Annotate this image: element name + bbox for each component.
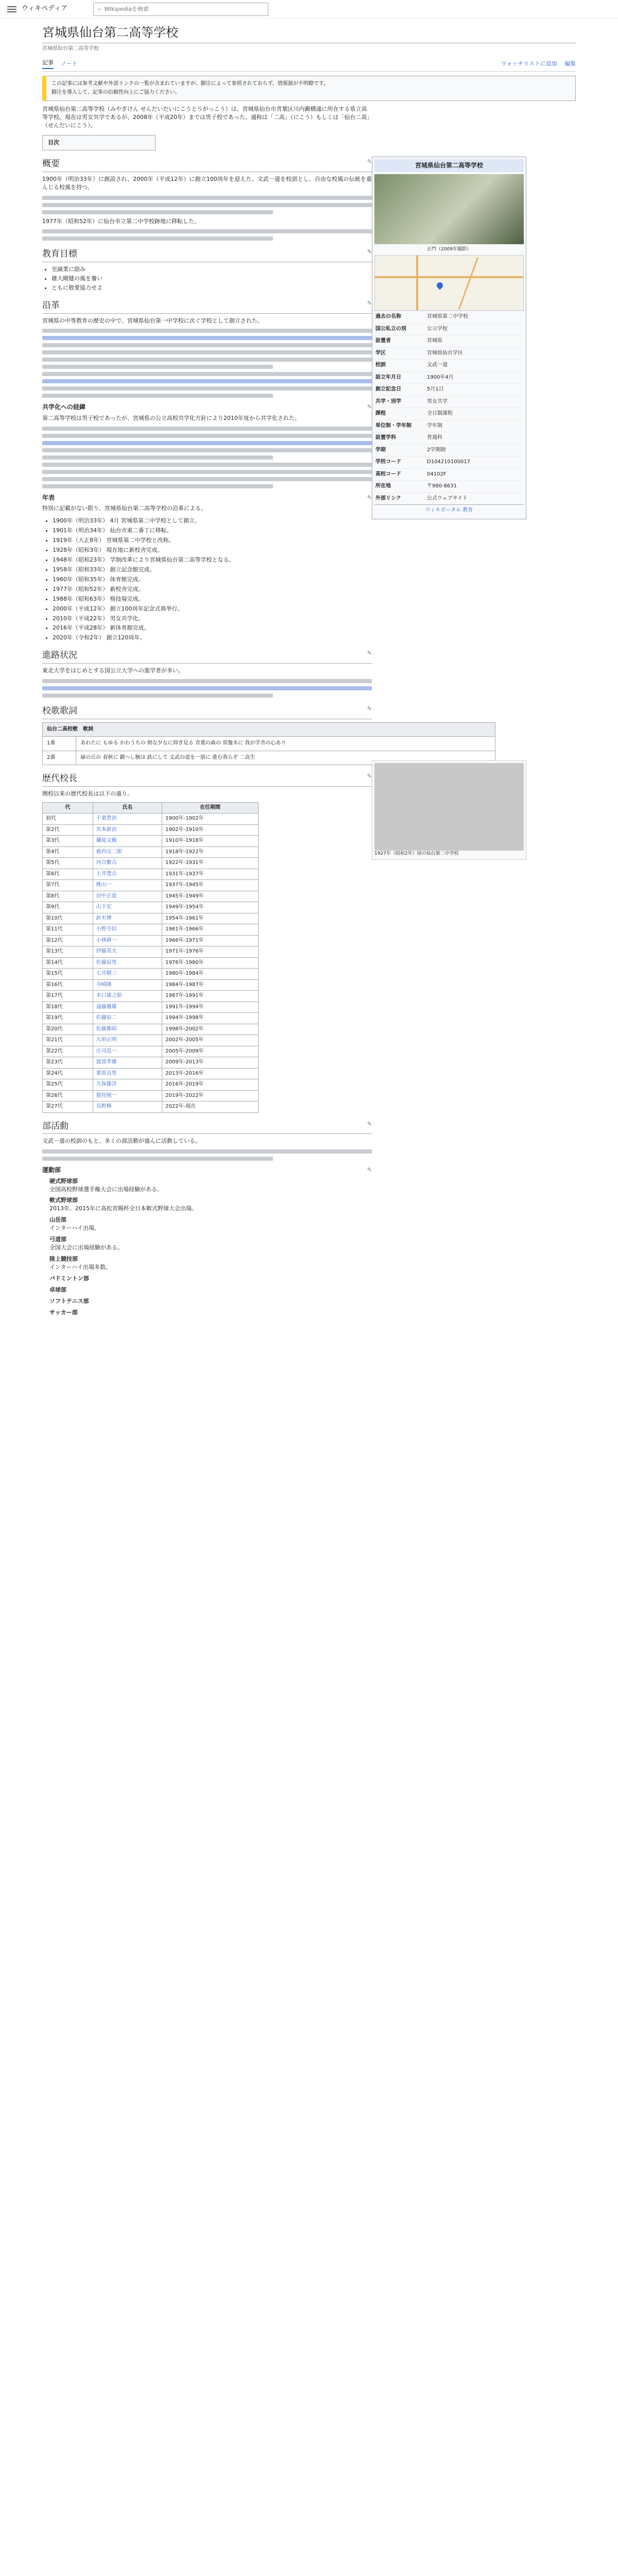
timeline-item: • 2010年（平成22年） 男女共学化。 xyxy=(53,615,372,623)
infobox-row xyxy=(374,408,524,420)
infobox-value: 宮城県仙台学区 xyxy=(427,350,463,356)
list-item: • 至誠業に励み xyxy=(52,265,372,274)
club-description: 2013年、2015年に高松宮賜杯全日本軟式野球大会出場。 xyxy=(49,1205,197,1212)
table-cell[interactable]: 佐藤雅昭 xyxy=(93,1024,162,1035)
infobox-key: 創立記念日 xyxy=(375,386,401,393)
infobox-value: 普通科 xyxy=(427,435,442,441)
infobox-value: 文武一道 xyxy=(427,362,448,368)
table-cell[interactable]: 栗原良男 xyxy=(93,1068,162,1079)
timeline-item: • 1901年（明治34年） 仙台市東二番丁に移転。 xyxy=(53,527,372,535)
table-cell: 第17代 xyxy=(43,991,93,1002)
timeline-item: • 1960年（昭和35年） 体育館完成。 xyxy=(53,575,372,584)
photo-caption: 1927年（昭和2年）頃の仙台第二中学校 xyxy=(374,851,459,856)
table-cell[interactable]: 大串正明 xyxy=(93,1035,162,1046)
club-name: サッカー部 xyxy=(49,1309,78,1316)
infobox-row xyxy=(374,335,524,347)
table-cell: 第7代 xyxy=(43,880,93,891)
table-row xyxy=(43,1046,259,1057)
infobox-value: 04102F xyxy=(427,471,447,477)
infobox-title: 宮城県仙台第二高等学校 xyxy=(374,159,524,172)
top-bar xyxy=(0,0,618,19)
table-cell: 2013年-2016年 xyxy=(162,1068,259,1079)
historic-image[interactable] xyxy=(374,763,524,851)
infobox-row xyxy=(374,456,524,468)
paragraph: 東北大学をはじめとする国公立大学への進学者が多い。 xyxy=(42,667,184,674)
club-item xyxy=(49,1255,372,1272)
table-row: 2番 緑の丘の 春秋に 鍛へし腕は 鉄にして 文武の道を一筋に 進む我らぞ 二高生 xyxy=(43,751,495,765)
table-row xyxy=(43,814,259,825)
table-cell: 1991年-1994年 xyxy=(162,1002,259,1013)
table-cell: 第12代 xyxy=(43,935,93,946)
infobox-row xyxy=(374,480,524,493)
table-cell: 第19代 xyxy=(43,1013,93,1024)
table-cell: 2005年-2009年 xyxy=(162,1046,259,1057)
club-description: インターハイ出場。 xyxy=(49,1225,100,1232)
table-cell: 第23代 xyxy=(43,1057,93,1069)
table-cell[interactable]: 山下宏 xyxy=(93,902,162,913)
sports-list xyxy=(42,1177,372,1317)
edit-icon[interactable]: ✎ xyxy=(367,494,372,501)
edit-button[interactable]: 編集 xyxy=(564,60,576,67)
table-cell[interactable]: 久保雄洋 xyxy=(93,1079,162,1091)
table-cell[interactable]: 遠藤徹雄 xyxy=(93,1002,162,1013)
infobox-key: 課程 xyxy=(375,411,386,417)
subsection-heading: 年表 ✎ xyxy=(42,494,372,502)
infobox-key: 校訓 xyxy=(375,362,386,368)
paragraph: 宮城県の中等教育の歴史の中で、宮城県仙台第一中学校に次ぐ学校として創立された。 xyxy=(42,317,263,324)
infobox-key: 設立年月日 xyxy=(375,374,401,380)
table-cell: 第13代 xyxy=(43,946,93,958)
table-row xyxy=(43,913,259,924)
table-cell: 1994年-1998年 xyxy=(162,1013,259,1024)
list-item: • 雄大剛健の風を養い xyxy=(52,275,372,283)
table-cell: 第6代 xyxy=(43,869,93,880)
infobox-value: 学年制 xyxy=(427,422,442,429)
table-row xyxy=(43,836,259,847)
page-title: 宮城県仙台第二高等学校 xyxy=(42,19,576,43)
edit-icon[interactable]: ✎ xyxy=(367,158,372,165)
site-logo[interactable]: ウィキペディア xyxy=(22,5,68,13)
table-cell: 1976年-1980年 xyxy=(162,957,259,969)
historic-photo xyxy=(372,760,526,860)
table-cell: 1984年-1987年 xyxy=(162,979,259,991)
principals-table xyxy=(42,802,259,1113)
table-cell: 1971年-1976年 xyxy=(162,946,259,958)
timeline-item: • 2016年（平成28年） 新体育館完成。 xyxy=(53,624,372,632)
table-row xyxy=(43,1024,259,1035)
table-cell[interactable]: 庄司范一 xyxy=(93,1046,162,1057)
photo-caption: 正門（2009年撮影） xyxy=(427,247,471,252)
table-row xyxy=(43,1101,259,1113)
table-cell[interactable]: 宮本新治 xyxy=(93,824,162,836)
timeline-item: • 1988年（昭和63年） 格技場完成。 xyxy=(53,595,372,603)
table-cell: 1954年-1961年 xyxy=(162,913,259,924)
club-item xyxy=(49,1235,372,1252)
paragraph: 第二高等学校は男子校であったが、宮城県の公立高校共学化方針により2010年度から共学化された。 xyxy=(42,414,300,421)
infobox-value: 1900年4月 xyxy=(427,374,454,380)
club-name: 軟式野球部 xyxy=(49,1197,78,1204)
table-cell[interactable]: 桃山一 xyxy=(93,880,162,891)
table-row xyxy=(43,891,259,902)
club-item xyxy=(49,1196,372,1213)
table-cell: 第2代 xyxy=(43,824,93,836)
section-heading: 歴代校長 ✎ xyxy=(42,772,372,787)
table-row xyxy=(43,935,259,946)
timeline-item: • 1977年（昭和52年） 新校舎完成。 xyxy=(53,585,372,594)
table-cell[interactable]: 寺崎隆 xyxy=(93,979,162,991)
table-row xyxy=(43,1079,259,1091)
paragraph: 文武一道の校訓のもと、多くの部活動が盛んに活動している。 xyxy=(42,1138,201,1145)
menu-icon[interactable] xyxy=(7,6,16,12)
paragraph: 1900年（明治33年）に創設され、2000年（平成12年）に創立100周年を迎えた。文武一道を校訓とし、自由な校風の伝統を重んじる校風を持つ。 xyxy=(42,175,372,191)
table-cell[interactable]: 瀬尾文観 xyxy=(93,836,162,847)
table-cell: 1900年-1902年 xyxy=(162,814,259,825)
table-row xyxy=(43,824,259,836)
table-header: 仙台二高校歌 歌詞 xyxy=(43,722,495,737)
table-row xyxy=(43,969,259,980)
table-cell[interactable]: 鹿内完二郎 xyxy=(93,846,162,858)
table-cell: 1931年-1937年 xyxy=(162,869,259,880)
table-row xyxy=(43,846,259,858)
table-cell: 1987年-1991年 xyxy=(162,991,259,1002)
main-content xyxy=(42,158,372,1317)
infobox-key: 共学・別学 xyxy=(375,398,401,404)
table-cell[interactable]: 鈴木博 xyxy=(93,913,162,924)
edit-icon[interactable]: ✎ xyxy=(367,403,372,411)
table-cell: 第14代 xyxy=(43,957,93,969)
infobox-key: 国公私立の別 xyxy=(375,326,406,332)
notice-line: 脚注を導入して、記事の信頼性向上にご協力ください。 xyxy=(52,89,180,95)
page-subtitle: 宮城県仙台第二高等学校 xyxy=(42,45,99,52)
search-icon: ⌕ xyxy=(98,5,101,12)
table-row xyxy=(43,1057,259,1069)
table-cell[interactable]: 渡部孝雄 xyxy=(93,1057,162,1069)
infobox-row xyxy=(374,383,524,396)
table-cell: 1937年-1945年 xyxy=(162,880,259,891)
search-input[interactable] xyxy=(104,6,264,12)
table-cell[interactable]: 小林耕一 xyxy=(93,935,162,946)
section-heading: 校歌歌詞 ✎ xyxy=(42,705,372,719)
table-row xyxy=(43,858,259,869)
table-cell: 第25代 xyxy=(43,1079,93,1091)
infobox-key: 設置者 xyxy=(375,338,391,344)
section-heading: 進路状況 ✎ xyxy=(42,649,372,664)
search-box[interactable] xyxy=(93,3,268,16)
table-cell: 第5代 xyxy=(43,858,93,869)
club-description: インターハイ出場多数。 xyxy=(49,1264,112,1271)
subsection-heading: 運動部 ✎ xyxy=(42,1166,372,1175)
table-cell: 第15代 xyxy=(43,969,93,980)
column-header: 在任期間 xyxy=(162,802,259,814)
table-cell: 第8代 xyxy=(43,891,93,902)
infobox-row xyxy=(374,396,524,408)
tab-talk[interactable]: ノート xyxy=(61,60,78,67)
timeline-list xyxy=(45,517,372,642)
table-cell: 2016年-2019年 xyxy=(162,1079,259,1091)
table-cell[interactable]: 田中正道 xyxy=(93,891,162,902)
column-header: 代 xyxy=(43,802,93,814)
infobox-key: 学校コード xyxy=(375,459,401,465)
table-cell: 1918年-1922年 xyxy=(162,846,259,858)
paragraph: 開校以来の歴代校長は以下の通り。 xyxy=(42,790,133,797)
infobox-key: 所在地 xyxy=(375,483,391,489)
infobox-rows xyxy=(374,311,524,504)
table-cell: 2009年-2013年 xyxy=(162,1057,259,1069)
table-cell: 1949年-1954年 xyxy=(162,902,259,913)
edit-icon[interactable]: ✎ xyxy=(367,1120,372,1127)
infobox-value: D104210100017 xyxy=(427,459,471,465)
infobox-row xyxy=(374,468,524,481)
table-cell: 1961年-1966年 xyxy=(162,924,259,936)
table-row xyxy=(43,991,259,1002)
column-header: 氏名 xyxy=(93,802,162,814)
table-cell: 第20代 xyxy=(43,1024,93,1035)
table-cell: 第9代 xyxy=(43,902,93,913)
club-description: 全国大会に出場経験がある。 xyxy=(49,1244,123,1251)
table-row xyxy=(43,957,259,969)
table-cell: 第16代 xyxy=(43,979,93,991)
table-cell: 初代 xyxy=(43,814,93,825)
club-name: 陸上競技部 xyxy=(49,1256,78,1263)
timeline-item: • 1928年（昭和3年） 現在地に新校舎完成。 xyxy=(53,546,372,554)
infobox-row xyxy=(374,311,524,323)
infobox xyxy=(372,157,526,519)
table-cell: 1922年-1931年 xyxy=(162,858,259,869)
table-cell: 2022年-現在 xyxy=(162,1101,259,1113)
club-item xyxy=(49,1177,372,1194)
infobox-row xyxy=(374,359,524,371)
table-cell[interactable]: 佐藤辰男 xyxy=(93,957,162,969)
club-item xyxy=(49,1286,372,1294)
map-pin-icon xyxy=(436,281,444,290)
club-name: 硬式野球部 xyxy=(49,1177,78,1184)
infobox-row xyxy=(374,432,524,444)
infobox-key: 高校コード xyxy=(375,471,401,477)
table-cell[interactable]: 小野寺信 xyxy=(93,924,162,936)
infobox-value: 全日制課程 xyxy=(427,411,453,417)
edit-icon[interactable]: ✎ xyxy=(367,773,372,780)
table-row xyxy=(43,869,259,880)
infobox-row xyxy=(374,371,524,384)
school-photo[interactable] xyxy=(374,174,524,244)
section-heading: 部活動 ✎ xyxy=(42,1120,372,1134)
table-cell[interactable]: 千葉豊治 xyxy=(93,814,162,825)
club-item xyxy=(49,1275,372,1283)
table-cell: 1902年-1910年 xyxy=(162,824,259,836)
section-heading: 沿革 ✎ xyxy=(42,299,372,314)
infobox-value: 宮城県 xyxy=(427,338,442,344)
infobox-row xyxy=(374,420,524,432)
infobox-key: 単位制・学年制 xyxy=(375,422,411,429)
tab-article[interactable]: 記事 xyxy=(42,59,54,69)
table-of-contents[interactable] xyxy=(42,135,156,150)
paragraph: 特別に記載がない限り、宮城県仙台第二高等学校の沿革による。 xyxy=(42,505,207,512)
table-row xyxy=(43,1090,259,1101)
infobox-row xyxy=(374,493,524,505)
infobox-value: 5月1日 xyxy=(427,386,444,393)
table-cell[interactable]: 伊藤英夫 xyxy=(93,946,162,958)
infobox-row xyxy=(374,444,524,456)
club-name: バドミントン部 xyxy=(49,1275,89,1282)
timeline-item: • 2000年（平成12年） 創立100周年記念式典挙行。 xyxy=(53,605,372,613)
infobox-value: 公式ウェブサイト xyxy=(427,495,468,501)
table-row xyxy=(43,979,259,991)
table-cell: 1980年-1984年 xyxy=(162,969,259,980)
table-row xyxy=(43,946,259,958)
table-row xyxy=(43,902,259,913)
club-description: 全国高校野球選手権大会に出場経験がある。 xyxy=(49,1185,163,1193)
table-cell: 2002年-2005年 xyxy=(162,1035,259,1046)
club-name: 弓道部 xyxy=(49,1236,66,1243)
table-cell[interactable]: 佐藤辰二 xyxy=(93,1013,162,1024)
table-cell: 1945年-1949年 xyxy=(162,891,259,902)
table-row xyxy=(43,1013,259,1024)
article-page xyxy=(42,19,576,1320)
infobox-value: 男女共学 xyxy=(427,398,448,404)
club-name: 卓球部 xyxy=(49,1286,66,1293)
infobox-key: 設置学科 xyxy=(375,435,396,441)
table-cell: 第22代 xyxy=(43,1046,93,1057)
table-cell[interactable]: 木口康之助 xyxy=(93,991,162,1002)
table-cell: 1966年-1971年 xyxy=(162,935,259,946)
table-cell: 第24代 xyxy=(43,1068,93,1079)
notice-line: この記事には参考文献や外部リンクの一覧が含まれていますが、脚注によって参照されておらず、情報源が不明瞭です。 xyxy=(52,81,329,87)
table-cell[interactable]: 長野修 xyxy=(93,1101,162,1113)
table-row xyxy=(43,1035,259,1046)
table-row xyxy=(43,1002,259,1013)
list-item: • ともに敬愛協力せよ xyxy=(52,284,372,292)
table-row xyxy=(43,924,259,936)
club-item xyxy=(49,1216,372,1232)
table-cell: 1910年-1918年 xyxy=(162,836,259,847)
toc-label: 目次 xyxy=(48,139,59,146)
table-cell: 第26代 xyxy=(43,1090,93,1101)
edit-icon[interactable]: ✎ xyxy=(367,248,372,256)
table-cell: 第10代 xyxy=(43,913,93,924)
club-name: 山岳部 xyxy=(49,1216,66,1224)
edit-icon[interactable]: ✎ xyxy=(367,705,372,712)
table-row: 1番 あわたに もゆる かわうちの 朝な夕なに仰ぎ見る 青葉の森の 常盤木に 我が学舎の心あり xyxy=(43,737,495,751)
notice-box xyxy=(42,76,576,101)
article-toolbar xyxy=(42,57,576,72)
table-cell: 第21代 xyxy=(43,1035,93,1046)
goals-list xyxy=(52,265,372,292)
club-name: ソフトテニス部 xyxy=(49,1297,89,1304)
table-cell: 第4代 xyxy=(43,846,93,858)
edit-icon[interactable]: ✎ xyxy=(367,650,372,657)
timeline-item: • 1919年（大正8年） 宮城県第二中学校と改称。 xyxy=(53,536,372,545)
section-heading: 教育目標 ✎ xyxy=(42,248,372,262)
infobox-key: 過去の名称 xyxy=(375,314,401,320)
table-cell: 第27代 xyxy=(43,1101,93,1113)
location-map[interactable] xyxy=(374,255,524,311)
portal-link[interactable]: ウィキポータル 教育 xyxy=(374,504,524,517)
club-item xyxy=(49,1297,372,1306)
table-row xyxy=(43,880,259,891)
table-cell: 第11代 xyxy=(43,924,93,936)
infobox-value: 公立学校 xyxy=(427,326,448,332)
table-cell: 第18代 xyxy=(43,1002,93,1013)
lead-paragraph: 宮城県仙台第二高等学校（みやぎけん せんだいだいにこうとうがっこう）は、宮城県仙台市青葉区川内澱橋通に所在する県立高等学校。現在は男女共学であるが、2008年（平成20年）までは男子校であった。通称は「二高」（にこう）もしくは「仙台二高」（せんだいにこう）。 xyxy=(42,106,370,129)
timeline-item: • 1900年（明治33年） 4月 宮城県第二中学校として創立。 xyxy=(53,517,372,525)
school-song-table xyxy=(42,722,495,766)
infobox-value: 2学期制 xyxy=(427,447,446,453)
timeline-item: • 1948年（昭和23年） 学制改革により宮城県仙台第二高等学校となる。 xyxy=(53,556,372,564)
club-item xyxy=(49,1309,372,1317)
table-cell[interactable]: 土井豊吉 xyxy=(93,869,162,880)
watchlist-button[interactable]: ウォッチリストに追加 xyxy=(501,60,557,67)
table-cell: 1998年-2002年 xyxy=(162,1024,259,1035)
infobox-value: 〒980-8631 xyxy=(427,483,457,489)
table-cell[interactable]: 猪狩純一 xyxy=(93,1090,162,1101)
paragraph: 1977年（昭和52年）に仙台市立第二中学校跡地に移転した。 xyxy=(42,217,200,225)
table-row xyxy=(43,1068,259,1079)
infobox-row xyxy=(374,323,524,335)
subsection-heading: 共学化への経緯 ✎ xyxy=(42,403,372,412)
table-cell[interactable]: 河合繁吉 xyxy=(93,858,162,869)
section-heading: 概要 ✎ xyxy=(42,158,372,172)
timeline-item: • 1958年（昭和33年） 創立記念館完成。 xyxy=(53,566,372,574)
table-cell: 第3代 xyxy=(43,836,93,847)
infobox-key: 学区 xyxy=(375,350,386,356)
infobox-key: 学期 xyxy=(375,447,386,453)
table-cell: 2019年-2022年 xyxy=(162,1090,259,1101)
edit-icon[interactable]: ✎ xyxy=(367,299,372,307)
edit-icon[interactable]: ✎ xyxy=(367,1166,372,1174)
table-cell[interactable]: 七井精三 xyxy=(93,969,162,980)
infobox-value: 宮城県第二中学校 xyxy=(427,314,468,320)
timeline-item: • 2020年（令和2年） 創立120周年。 xyxy=(53,634,372,642)
infobox-key: 外部リンク xyxy=(375,495,401,501)
infobox-row xyxy=(374,347,524,360)
